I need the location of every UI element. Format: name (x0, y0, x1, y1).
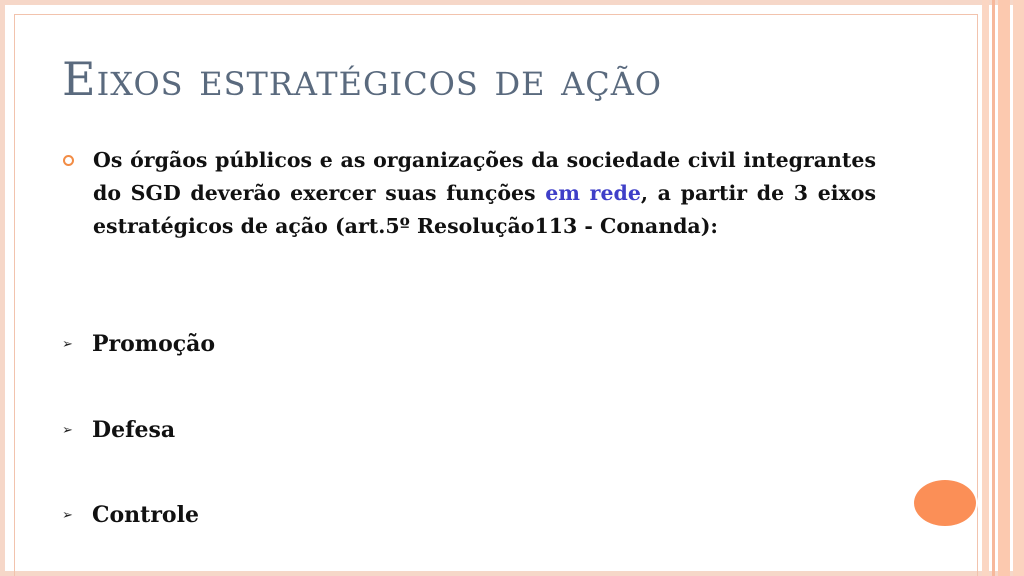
decorative-stripe (998, 0, 1010, 576)
bullet-circle-icon (63, 155, 74, 166)
decorative-circle (914, 480, 976, 526)
sub-item-controle (62, 502, 199, 528)
sub-item-label: Defesa (92, 417, 176, 443)
arrow-bullet-icon: ➢ (62, 336, 73, 352)
sub-item-promocao (62, 331, 215, 357)
main-bullet-text (93, 144, 876, 243)
bullet-highlight: em rede (545, 181, 641, 205)
bullet-text-after: , a partir de 3 eixos estratégicos de ação (art.5º Resolução113 - Conanda): (93, 181, 876, 238)
slide-title: Eixos estratégicos de ação (62, 52, 663, 106)
sub-item-defesa (62, 417, 175, 443)
sub-item-label: Promoção (92, 331, 216, 357)
decorative-stripe (1013, 0, 1024, 576)
decorative-stripe (992, 0, 995, 576)
arrow-bullet-icon: ➢ (62, 507, 73, 523)
sub-item-label: Controle (92, 502, 199, 528)
arrow-bullet-icon: ➢ (62, 422, 73, 438)
decorative-stripe (982, 0, 989, 576)
bullet-text-before: Os órgãos públicos e as organizações da sociedade civil integrantes do SGD deverão exercer suas funções (93, 148, 876, 205)
